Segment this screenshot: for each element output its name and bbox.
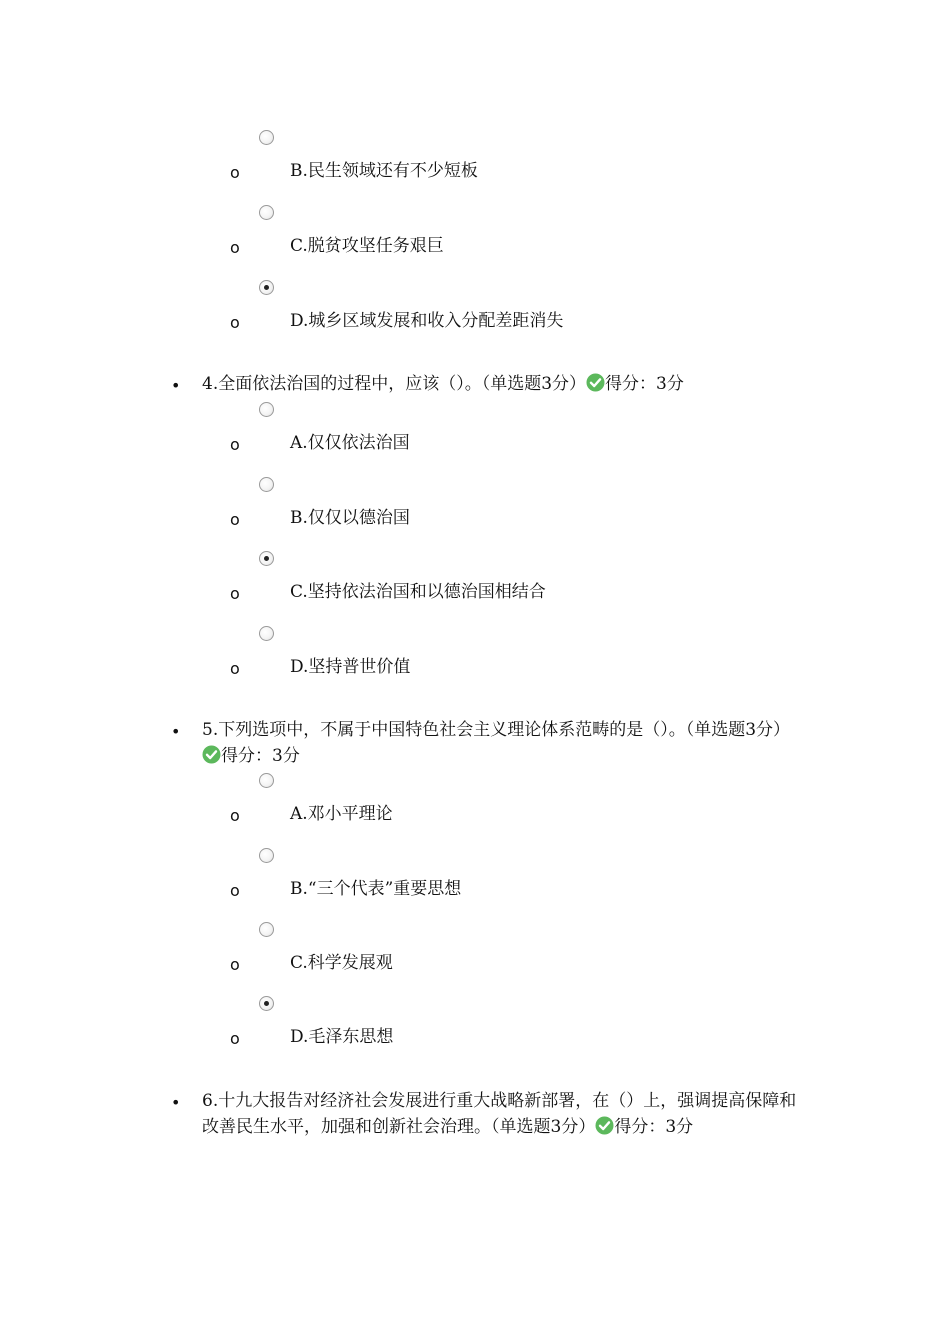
option-q4-b: B.仅仅以德治国 [290, 508, 410, 528]
radio-button-icon[interactable] [259, 477, 274, 492]
option-q3-b: B.民生领域还有不少短板 [290, 161, 478, 181]
radio-button-icon[interactable] [259, 922, 274, 937]
option-q5-d: D.毛泽东思想 [290, 1027, 394, 1047]
sub-bullet: o [230, 955, 240, 974]
radio-button-icon[interactable] [259, 551, 274, 566]
option-q4-d: D.坚持普世价值 [290, 657, 411, 677]
sub-bullet: o [230, 435, 240, 454]
radio-button-icon[interactable] [259, 996, 274, 1011]
option-q5-c: C.科学发展观 [290, 953, 393, 973]
question-6 [202, 1088, 802, 1140]
sub-bullet: o [230, 1029, 240, 1048]
question-5 [202, 717, 802, 769]
sub-bullet: o [230, 313, 240, 332]
option-q4-c: C.坚持依法治国和以德治国相结合 [290, 582, 546, 602]
radio-button-icon[interactable] [259, 402, 274, 417]
radio-button-icon[interactable] [259, 130, 274, 145]
option-q5-b: B.“三个代表”重要思想 [290, 879, 462, 899]
question-bullet: • [171, 1093, 181, 1112]
sub-bullet: o [230, 806, 240, 825]
question-score: 得分：3分 [221, 746, 300, 766]
option-q3-d: D.城乡区域发展和收入分配差距消失 [290, 311, 564, 331]
radio-button-icon[interactable] [259, 848, 274, 863]
option-q3-c: C.脱贫攻坚任务艰巨 [290, 236, 444, 256]
question-text: 4.全面依法治国的过程中，应该（）。（单选题3分） [202, 374, 587, 394]
sub-bullet: o [230, 659, 240, 678]
radio-button-icon[interactable] [259, 205, 274, 220]
question-4 [202, 371, 802, 397]
sub-bullet: o [230, 584, 240, 603]
check-circle-icon [202, 745, 221, 764]
question-bullet: • [171, 722, 181, 741]
radio-button-icon[interactable] [259, 626, 274, 641]
option-q4-a: A.仅仅依法治国 [290, 433, 410, 453]
sub-bullet: o [230, 163, 240, 182]
question-bullet: • [171, 376, 181, 395]
option-q5-a: A.邓小平理论 [290, 804, 393, 824]
sub-bullet: o [230, 238, 240, 257]
question-score: 得分：3分 [605, 374, 684, 394]
check-circle-icon [595, 1116, 614, 1135]
check-circle-icon [586, 373, 605, 392]
question-text: 5.下列选项中，不属于中国特色社会主义理论体系范畴的是（）。（单选题3分） [202, 720, 791, 740]
sub-bullet: o [230, 510, 240, 529]
radio-button-icon[interactable] [259, 280, 274, 295]
question-score: 得分：3分 [614, 1117, 694, 1137]
question-text: 6.十九大报告对经济社会发展进行重大战略新部署，在（）上，强调提高保障和改善民生水平，加强和创新社会治理。（单选题3分） [202, 1091, 797, 1137]
sub-bullet: o [230, 881, 240, 900]
radio-button-icon[interactable] [259, 773, 274, 788]
